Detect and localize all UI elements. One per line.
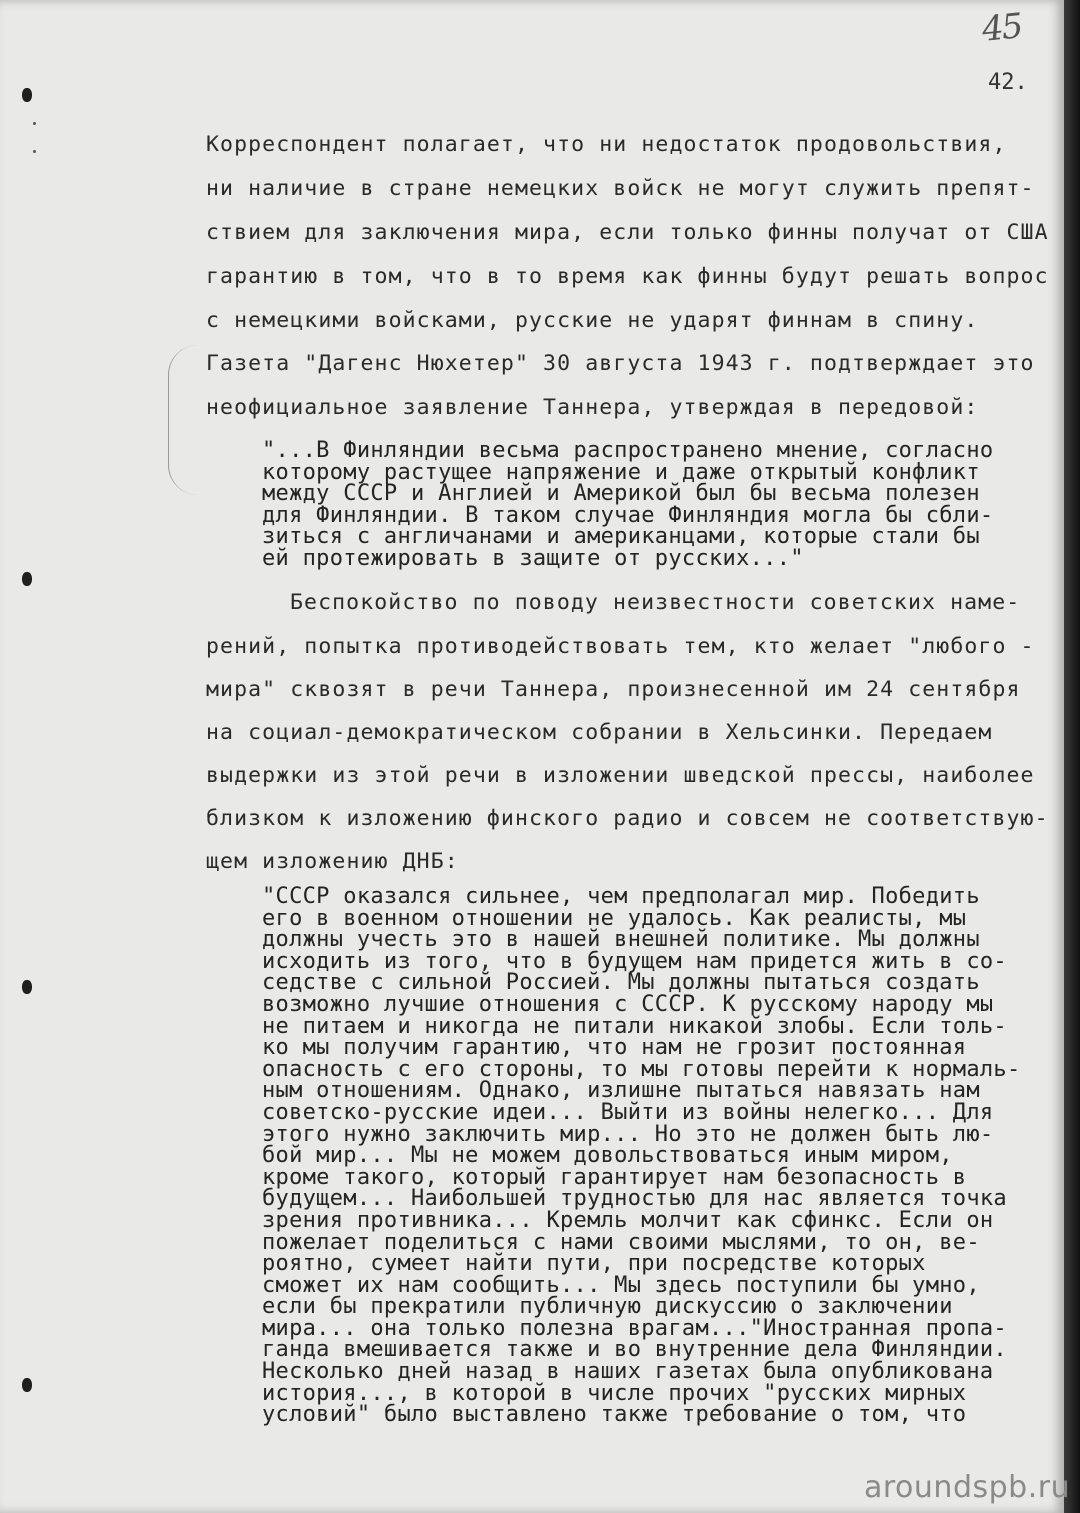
text-line: с немецкими войсками, русские не ударят финнам в спину.: [206, 308, 979, 333]
quote-tanner-speech: "СССР оказался сильнее, чем предполагал мир. Победить его в военном отношении не удалось. Как реалисты, мы должны учесть это в нашей внешней политике. Мы должны исходить из того, что в будущем нам придется жить в со- седстве с сильной Россией. Мы должны пытаться создать возможно лучшие отношения с СССР. К русскому народу мы не питаем и никогда не питали никакой злобы. Если толь- ко мы получим гарантию, что нам не грозит постоянная опасность с его стороны, то мы готовы перейти к нормаль- ным отношениям. Однако, излишне пытаться навязать нам советско-русские идеи... Выйти из войны нелегко... Для этого нужно заключить мир... Но это не должен быть лю- бой мир... Мы не можем довольствоваться иным миром, кроме такого, который гарантирует нам безопасность в будущем... Наибольшей трудностью для нас является точка зрения противника... Кремль молчит как сфинкс. Если он пожелает поделиться с нами своими мыслями, то он, ве- роятно, сумеет найти пути, при посредстве которых сможет их нам сообщить... Мы здесь поступили бы умно, если бы прекратили публичную дискуссию о заключении мира... она только полезна врагам..."Иностранная пропа- ганда вмешивается также и во внутренние дела Финляндии. Несколько дней назад в наших газетах была опубликована история..., в которой в числе прочих "русских мирных условий" было выставлено также требование о том, что: [262, 884, 1021, 1428]
binding-dot: [33, 150, 36, 153]
binding-hole: [22, 980, 32, 994]
quote-dagens-nyheter: "...В Финляндии весьма распространено мнение, согласно которому растущее напряжение и даже открытый конфликт между СССР и Англией и Америкой был бы весьма полезен для Финляндии. В таком случае Финляндия могла бы сбли- зиться с англичанами и американцами, которые стали бы ей протежировать в защите от русских...": [262, 438, 994, 571]
binding-hole: [22, 88, 32, 102]
text-line: выдержки из этой речи в изложении шведской прессы, наиболее: [206, 763, 1035, 788]
text-line: на социал-демократическом собрании в Хельсинки. Передаем: [206, 720, 993, 745]
text-line: ствием для заключения мира, если только финны получат от США: [206, 220, 1049, 245]
text-line: Корреспондент полагает, что ни недостаток продовольствия,: [206, 132, 1007, 157]
watermark: aroundspb.ru: [864, 1470, 1071, 1505]
page-number: 42.: [988, 70, 1028, 95]
binding-hole: [22, 1378, 32, 1392]
archive-number: 45: [980, 6, 1024, 50]
text-line: близком к изложению финского радио и совсем не соответствую-: [206, 806, 1049, 831]
text-line: мира" сквозят в речи Таннера, произнесенной им 24 сентября: [206, 677, 1021, 702]
text-line: щем изложению ДНБ:: [206, 849, 459, 874]
binding-hole: [22, 572, 32, 586]
text-line: Газета "Дагенс Нюхетер" 30 августа 1943 г. подтверждает это: [206, 351, 1035, 376]
binding-dot: [33, 122, 36, 125]
text-line: неофициальное заявление Таннера, утверждая в передовой:: [206, 395, 979, 420]
text-line: рений, попытка противодействовать тем, кто желает "любого -: [206, 634, 1035, 659]
page-edge-shadow: [1064, 0, 1080, 1513]
text-line: Беспокойство по поводу неизвестности советских наме-: [290, 590, 1021, 615]
text-line: гарантию в том, что в то время как финны будут решать вопрос: [206, 264, 1049, 289]
margin-bracket-mark: [168, 345, 199, 495]
text-line: ни наличие в стране немецких войск не могут служить препят-: [206, 176, 1035, 201]
